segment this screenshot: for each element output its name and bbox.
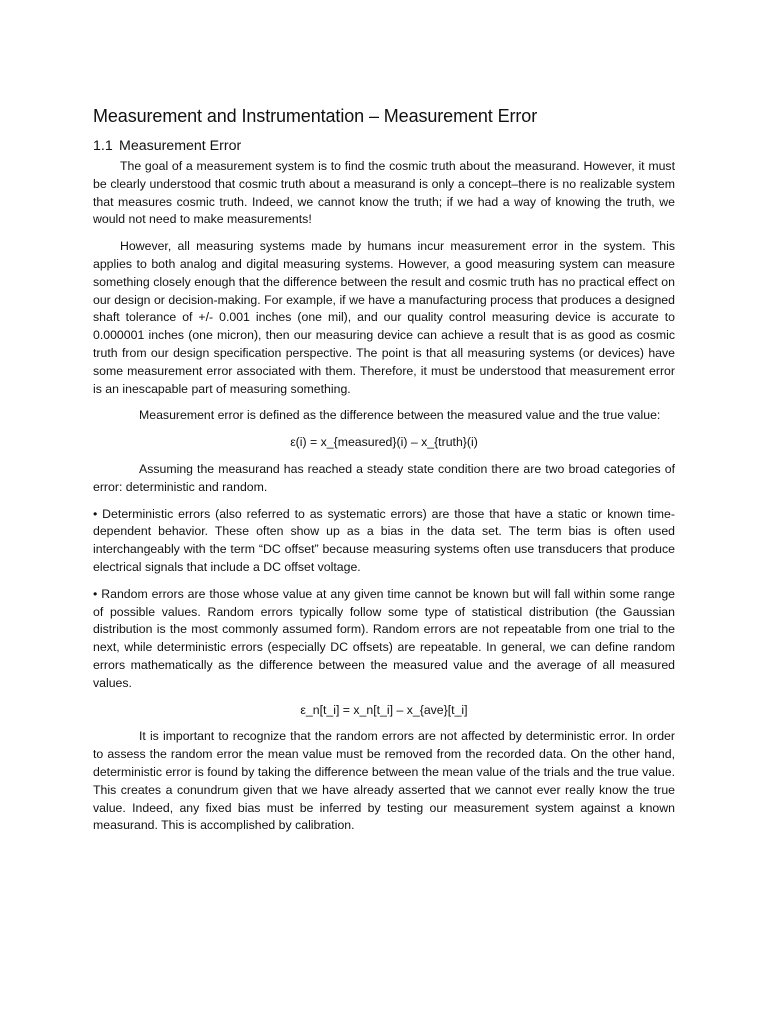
section-heading-text: Measurement Error xyxy=(119,138,242,154)
equation-measurement-error: ε(i) = x_{measured}(i) – x_{truth}(i) xyxy=(290,435,478,450)
bullet-deterministic-errors: • Deterministic errors (also referred to as systematic errors) are those that have a static or known time-dependent behavior. These often show up as a bias in the data set. The term bias is often used interchangeably with the term “DC offset” because measuring systems often use transducers that produce electrical signals that include a DC offset voltage. xyxy=(93,506,675,574)
equation-random-error: ε_n[t_i] = x_n[t_i] – x_{ave}[t_i] xyxy=(300,702,468,717)
document-page xyxy=(93,98,675,844)
section-number: 1.1 xyxy=(93,138,113,154)
paragraph-categories: Assuming the measurand has reached a steady state condition there are two broad categories of error: deterministic and random. xyxy=(93,461,675,494)
page-title: Measurement and Instrumentation – Measurement Error xyxy=(93,106,538,126)
bullet-random-errors: • Random errors are those whose value at any given time cannot be known but will fall within some range of possible values. Random errors typically follow some type of statistical distribution (the Gaussian distribution is the most commonly assumed form). Random errors are not repeatable from one trial to the next, while deterministic errors (especially DC offsets) are repeatable. In general, we can define random errors mathematically as the difference between the measured value and the average of all measured values. xyxy=(93,586,675,690)
paragraph-calibration: It is important to recognize that the random errors are not affected by deterministic error. In order to assess the random error the mean value must be removed from the recorded data. On the other hand, deterministic error is found by taking the difference between the mean value of the trials and the true value. This creates a conundrum given that we have already asserted that we cannot ever really know the true value. Indeed, any fixed bias must be inferred by testing our measurement system against a known measurand. This is accomplished by calibration. xyxy=(93,729,675,833)
section-heading xyxy=(93,136,675,156)
paragraph-definition: Measurement error is defined as the difference between the measured value and the true value: xyxy=(139,408,661,423)
paragraph-intro: The goal of a measurement system is to find the cosmic truth about the measurand. However, it must be clearly understood that cosmic truth about a measurand is only a concept–there is no realizable system that measures cosmic truth. Indeed, we cannot know the truth; if we had a way of knowing the truth, we would not need to make measurements! xyxy=(93,159,675,227)
paragraph-human-error: However, all measuring systems made by humans incur measurement error in the system. This applies to both analog and digital measuring systems. However, a good measuring system can measure something closely enough that the difference between the result and cosmic truth has no practical effect on our design or decision-making. For example, if we have a manufacturing process that produces a designed shaft tolerance of +/- 0.001 inches (one mil), and our quality control measuring device is accurate to 0.000001 inches (one micron), then our measuring device can achieve a result that is as good as cosmic truth from our design specification perspective. The point is that all measuring systems (or devices) have some measurement error associated with them. Therefore, it must be understood that measurement error is an inescapable part of measuring something. xyxy=(93,239,675,396)
